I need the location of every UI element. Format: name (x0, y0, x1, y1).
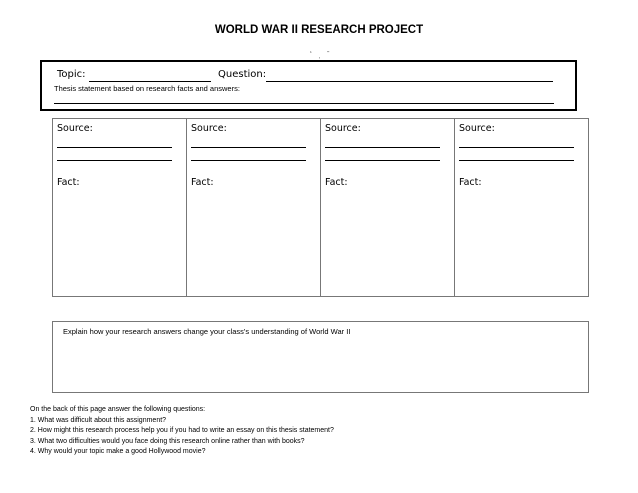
source-label: Source: (325, 123, 361, 134)
source-field[interactable] (325, 160, 440, 161)
source-field[interactable] (57, 160, 172, 161)
source-field[interactable] (191, 160, 306, 161)
followup-intro: On the back of this page answer the following questions: (30, 406, 206, 413)
followup-question: 4. Why would your topic make a good Hollywood movie? (30, 448, 206, 455)
source-column (321, 119, 455, 296)
topic-question-box (40, 60, 577, 111)
followup-question: 3. What two difficulties would you face doing this research online rather than with books? (30, 437, 305, 445)
thesis-label: Thesis statement based on research facts and answers: (54, 84, 240, 93)
fact-label: Fact: (57, 177, 80, 188)
source-label: Source: (459, 123, 495, 134)
followup-question: 2. How might this research process help you if you had to write an essay on this thesis statement? (30, 427, 334, 434)
fact-label: Fact: (191, 177, 214, 188)
page-title: WORLD WAR II RESEARCH PROJECT (214, 24, 424, 36)
fact-label: Fact: (459, 177, 482, 188)
sources-grid (52, 118, 589, 297)
source-field[interactable] (459, 160, 574, 161)
followup-questions (30, 405, 334, 458)
explain-box[interactable] (52, 321, 589, 393)
source-field[interactable] (57, 147, 172, 148)
topic-field[interactable] (89, 81, 211, 82)
stray-marks: ‘ ˌ ˉ (310, 50, 332, 59)
explain-prompt: Explain how your research answers change your class's understanding of World War II (63, 327, 351, 336)
followup-question: 1. What was difficult about this assignment? (30, 416, 167, 424)
source-column (53, 119, 187, 296)
question-label: Question: (218, 69, 267, 80)
fact-label: Fact: (325, 177, 348, 188)
source-field[interactable] (325, 147, 440, 148)
source-label: Source: (57, 123, 93, 134)
topic-label: Topic: (57, 69, 86, 80)
source-label: Source: (191, 123, 227, 134)
thesis-field[interactable] (54, 103, 554, 104)
source-field[interactable] (459, 147, 574, 148)
source-field[interactable] (191, 147, 306, 148)
source-column (455, 119, 588, 296)
question-field[interactable] (266, 81, 553, 82)
source-column (187, 119, 321, 296)
